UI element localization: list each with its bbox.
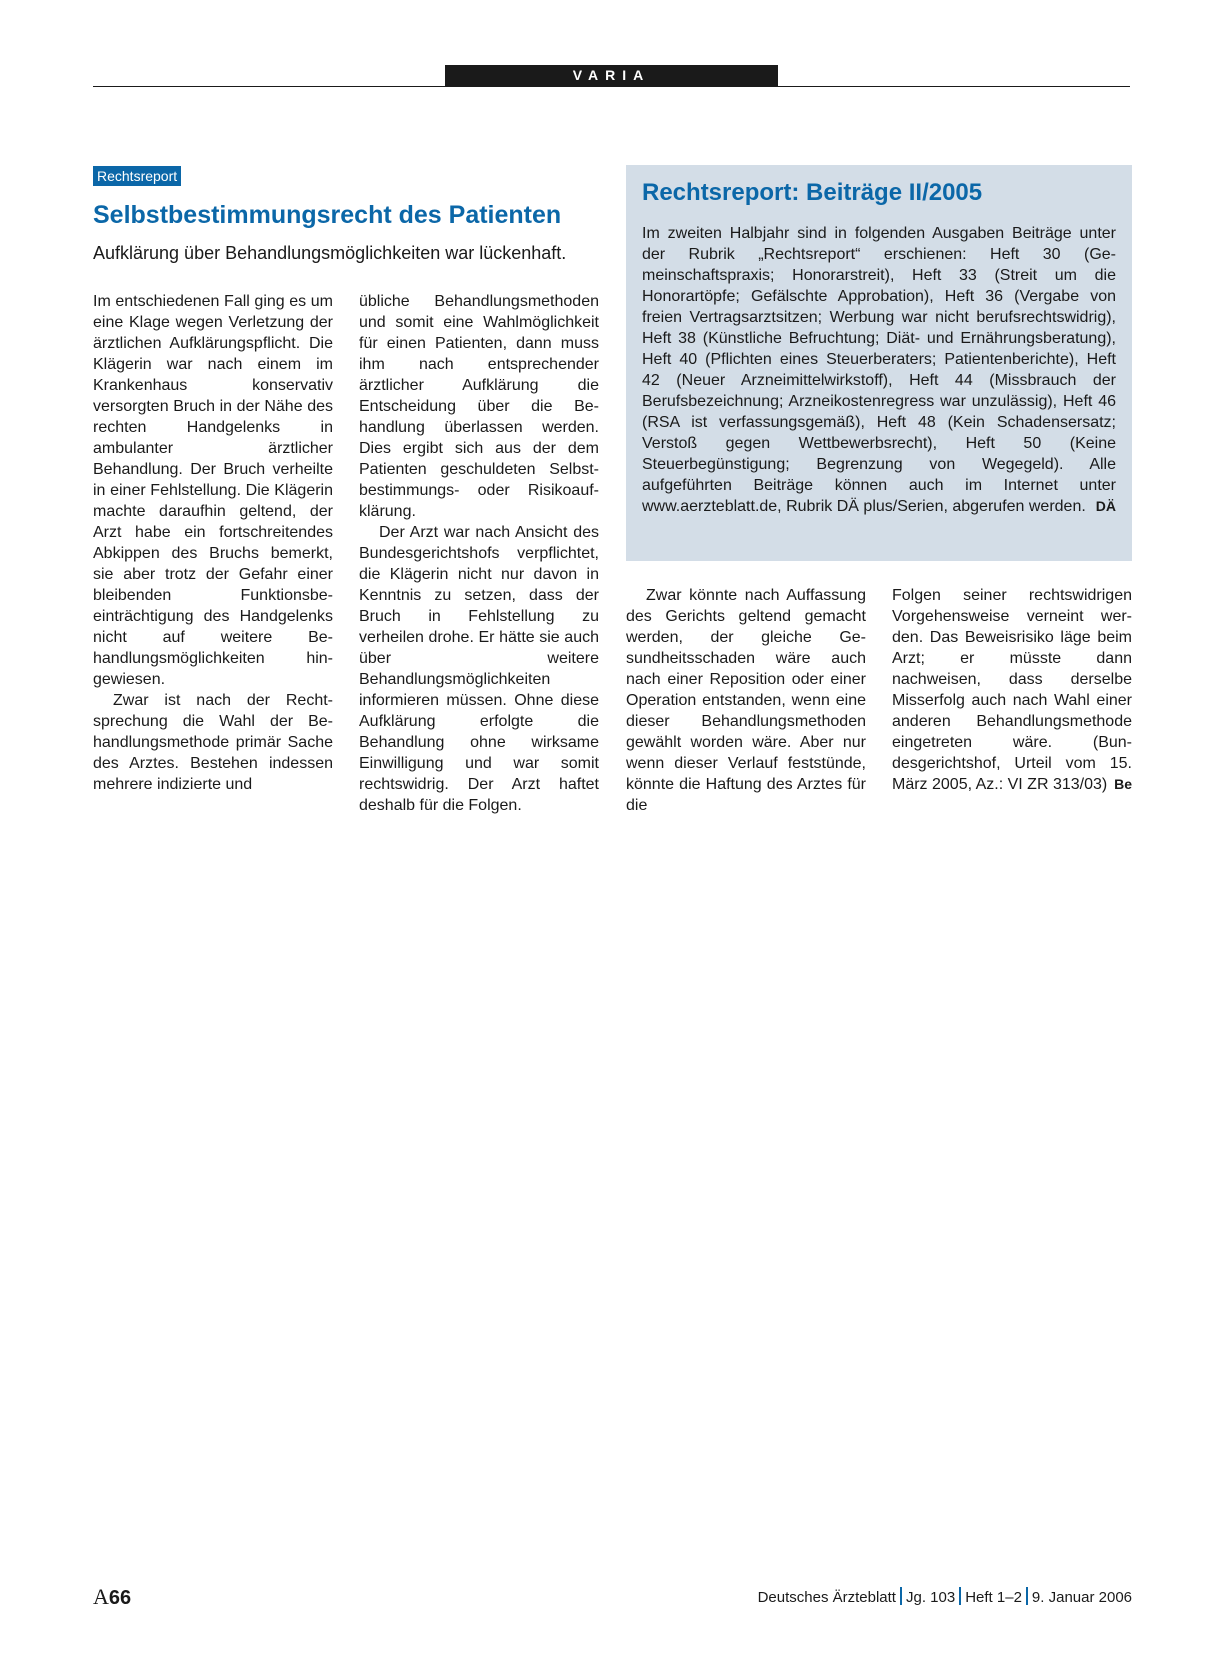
footer-separator — [1026, 1587, 1028, 1605]
journal-footer — [758, 1587, 1132, 1606]
page-letter: A — [93, 1584, 109, 1609]
footer-separator — [900, 1587, 902, 1605]
rubric-tag: Rechtsreport — [93, 166, 181, 186]
sidebar-body: Im zweiten Halbjahr sind in folgenden Ausgaben Beiträge unter der Rubrik „Rechtsreport“ erschienen: Heft 30 (Gemeinschaftspraxis; Honorarstreit), Heft 33 (Streit um die Honorartöpfe; Gefälschte Approbation), Heft 36 (Vergabe von freien Vertragsarztsitzen; Werbung war nicht berufsrechtswidrig), Heft 38 (Künstliche Befruchtung; Diät- und Ernährungsberatung), Heft 40 (Pflichten eines Steuerberaters; Patientenberichte), Heft 42 (Neuer Arzneimittelwirkstoff), Heft 44 (Missbrauch der Berufsbezeichnung; Arzneikostenregress war unzulässig), Heft 46 (RSA ist verfassungsgemäß), Heft 48 (Kein Schadensersatz; Verstoß gegen Wettbewerbsrecht), Heft 50 (Keine Steuerbegünstigung; Begrenzung von Wegegeld). Alle aufgeführten Beiträge können auch im Internet unter www.aerzteblatt.de, Rubrik DÄ plus/Serien, abgerufen werden. — [642, 225, 1116, 515]
paragraph: Der Arzt war nach Ansicht des Bundesgerichtshofs verpflichtet, die Klägerin nicht nur davon in Kenntnis zu setzen, dass der Bruch in Fehlstellung zu verheilen drohe. Er hätte sie auch über weitere Behandlungsmöglichkeiten informieren müssen. Ohne diese Aufklärung erfolgte die Behandlung ohne wirksame Einwilligung und war somit rechtswidrig. Der Arzt haftet deshalb für die Folgen. — [359, 524, 599, 814]
sidebar-title: Rechtsreport: Beiträge II/2005 — [642, 179, 983, 206]
paragraph: Zwar könnte nach Auffassung des Gerichts geltend gemacht werden, der gleiche Gesundheitsschaden wäre auch nach einer Reposition oder einer Operation entstanden, wenn eine dieser Behandlungsmethoden gewählt worden wäre. Aber nur wenn dieser Verlauf feststünde, könnte die Haftung des Arztes für die — [626, 587, 866, 814]
journal-date: 9. Januar 2006 — [1031, 1589, 1132, 1606]
journal-name: Deutsches Ärzteblatt — [757, 1589, 896, 1606]
article-column-1 — [93, 291, 333, 795]
article-title: Selbstbestimmungsrecht des Patienten — [93, 201, 562, 229]
journal-issue: Heft 1–2 — [965, 1589, 1022, 1606]
page-num: 66 — [108, 1587, 132, 1609]
paragraph: Zwar ist nach der Rechtsprechung die Wahl der Behandlungsmethode primär Sache des Arztes. Bestehen indessen mehrere indizierte und — [93, 692, 333, 793]
paragraph — [892, 585, 1132, 795]
article-column-3 — [626, 585, 866, 816]
article-signature: Be — [1114, 776, 1132, 792]
article-column-4 — [892, 585, 1132, 795]
article-subtitle: Aufklärung über Behandlungsmöglichkeiten war lückenhaft. — [93, 243, 567, 263]
journal-volume: Jg. 103 — [905, 1589, 956, 1606]
paragraph: übliche Behandlungsmethoden und somit eine Wahlmöglichkeit für einen Patienten, dann muss ihm nach entsprechender ärztlicher Aufklärung die Entscheidung über die Behandlung überlassen werden. Dies ergibt sich aus der dem Patienten geschuldeten Selbstbestimmungs- oder Risikoaufklärung. — [359, 293, 599, 520]
page-number — [93, 1584, 131, 1610]
section-label: VARIA — [445, 65, 778, 86]
footer-separator — [959, 1587, 961, 1605]
sidebar-text — [642, 223, 1116, 517]
article-column-2 — [359, 291, 599, 816]
paragraph-text: Folgen seiner rechtswidrigen Vorgehensweise verneint werden. Das Beweisrisiko läge beim Arzt; er müsste dann nachweisen, dass derselbe Misserfolg auch nach Wahl einer anderen Behandlungsmethode eingetreten wäre. (Bundesgerichtshof, Urteil vom 15. März 2005, Az.: VI ZR 313/03) — [892, 587, 1132, 793]
sidebar-box — [626, 165, 1132, 561]
paragraph: Im entschiedenen Fall ging es um eine Klage wegen Verletzung der ärztlichen Aufklärungspflicht. Die Klägerin war nach einem im Krankenhaus konservativ versorgten Bruch in der Nähe des rechten Handgelenks in ambulanter ärztlicher Behandlung. Der Bruch verheilte in einer Fehlstellung. Die Klägerin machte daraufhin geltend, der Arzt habe ein fortschreitendes Abkippen des Bruchs bemerkt, sie aber trotz der Gefahr einer bleibenden Funktionsbeeinträchtigung des Handgelenks nicht auf weitere Behandlungsmöglichkeiten hingewiesen. — [93, 293, 333, 688]
sidebar-signature: DÄ — [1095, 498, 1116, 514]
header-rule — [93, 86, 1130, 87]
